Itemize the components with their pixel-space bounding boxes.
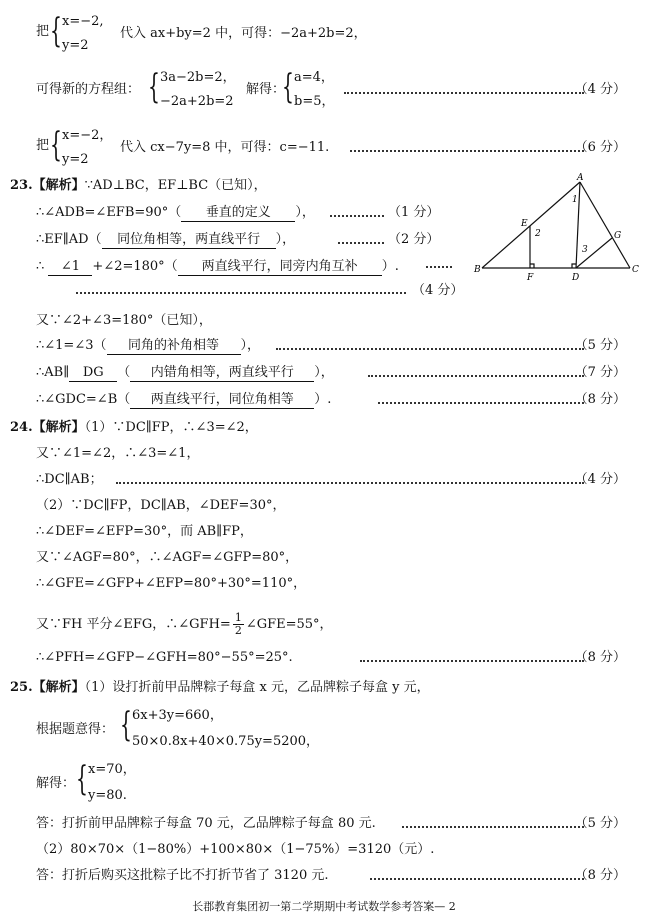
- right-angle-mark: [572, 264, 576, 268]
- fraction-denominator: 2: [234, 624, 242, 637]
- score: （5 分）: [574, 816, 626, 831]
- answer-blank: 两直线平行，同位角相等: [130, 392, 314, 409]
- system-eq2: −2a+2b=2: [160, 94, 234, 109]
- top-line2-prefix: 可得新的方程组：: [36, 82, 141, 97]
- top-line1-text: 代入 ax+by=2 中，可得：−2a+2b=2，: [120, 26, 367, 41]
- fraction: [233, 612, 244, 637]
- text: ），: [314, 365, 334, 380]
- top-line3-text: 代入 cx−7y=8 中，可得：c=−11.: [120, 140, 330, 155]
- text: （: [117, 365, 131, 380]
- dot-leader: [276, 348, 584, 350]
- score: （6 分）: [574, 140, 626, 155]
- q24-line4: （2）∵DC∥FP，DC∥AB，∠DEF=30°，: [36, 498, 286, 513]
- label-d: D: [572, 273, 580, 282]
- solve-label: 解得：: [246, 82, 286, 97]
- dot-leader: [370, 878, 584, 880]
- text: ∴AB∥: [36, 365, 70, 380]
- q23-line7: [36, 365, 334, 382]
- system-eq2: y=2: [62, 38, 89, 53]
- score: （4 分）: [574, 472, 626, 487]
- dot-leader: [338, 242, 384, 244]
- q25-line3-prefix: 解得：: [36, 776, 76, 791]
- brace: {: [148, 67, 160, 107]
- score: （2 分）: [388, 232, 440, 247]
- answer-blank: 同角的补角相等: [107, 338, 241, 355]
- segment-ab: [482, 182, 580, 268]
- score: （1 分）: [388, 205, 440, 220]
- score: （8 分）: [574, 650, 626, 665]
- text: ）.: [314, 392, 332, 407]
- q24-line6: 又∵∠AGF=80°，∴∠AGF=∠GFP=80°，: [36, 550, 299, 565]
- answer-blank: 垂直的定义: [181, 205, 295, 222]
- q25-line2-prefix: 根据题意得：: [36, 722, 115, 737]
- angle-2: 2: [535, 229, 541, 239]
- dot-leader: [360, 660, 584, 662]
- q25-line5: （2）80×70×（1−80%）+100×80×（1−75%）=3120（元）.: [36, 842, 435, 857]
- score: （4 分）: [412, 283, 464, 298]
- system-eq1: x=−2，: [62, 128, 113, 143]
- text: ∠GFE=55°，: [245, 617, 333, 632]
- q23-line2: [36, 205, 315, 222]
- text: ），: [295, 205, 315, 220]
- q23-line6: [36, 338, 260, 355]
- dot-leader: [344, 92, 584, 94]
- solution-eq2: b=5，: [294, 94, 335, 109]
- dot-leader: [426, 266, 452, 268]
- fraction-numerator: 1: [234, 611, 242, 624]
- system-eq1: x=−2,: [62, 14, 104, 29]
- dot-leader: [368, 375, 584, 377]
- solution-eq2: y=80.: [88, 788, 127, 803]
- question-number: 25.: [10, 680, 33, 695]
- label-f: F: [527, 273, 534, 282]
- score: （7 分）: [574, 365, 626, 380]
- q24-line3: ∴DC∥AB；: [36, 472, 103, 487]
- q24-header: [10, 420, 258, 436]
- text: ），: [275, 232, 296, 247]
- angle-3: 3: [582, 245, 588, 255]
- analysis-tag: 【解析】: [32, 420, 85, 435]
- label-b: B: [474, 265, 481, 275]
- dot-leader: [402, 826, 584, 828]
- text: ∴: [36, 259, 45, 274]
- text: ），: [240, 338, 261, 353]
- q24-line5: ∴∠DEF=∠EFP=30°，而 AB∥FP，: [36, 524, 253, 539]
- answer-blank: 内错角相等，两直线平行: [130, 365, 314, 382]
- q23-line5: 又∵∠2+∠3=180°（已知），: [36, 313, 212, 328]
- score: （5 分）: [574, 338, 626, 353]
- brace: {: [50, 11, 62, 51]
- text: 又∵FH 平分∠EFG，∴∠GFH=: [36, 617, 231, 632]
- q25-line1: （1）设打折前甲品牌粽子每盒 x 元，乙品牌粽子每盒 y 元，: [84, 680, 430, 695]
- score: （8 分）: [574, 392, 626, 407]
- q23-line3: [36, 232, 295, 249]
- brace: {: [76, 759, 88, 799]
- text: ∴∠GDC=∠B（: [36, 392, 131, 407]
- system-eq1: 3a−2b=2，: [160, 70, 236, 85]
- dot-leader: [330, 215, 384, 217]
- brace: {: [282, 67, 294, 107]
- dot-leader: [378, 402, 584, 404]
- label-a: A: [577, 173, 584, 183]
- page-footer: 长郡教育集团初一第二学期期中考试数学参考答案— 2: [192, 900, 456, 913]
- text: +∠2=180°（: [92, 259, 178, 274]
- question-number: 23.: [10, 178, 33, 193]
- dot-leader: [116, 482, 584, 484]
- score: （4 分）: [574, 82, 626, 97]
- brace: {: [120, 705, 132, 745]
- system-eq2: y=2: [62, 152, 89, 167]
- analysis-tag: 【解析】: [32, 680, 85, 695]
- q25-line4: 答：打折前甲品牌粽子每盒 70 元，乙品牌粽子每盒 80 元.: [36, 816, 376, 831]
- score: （8 分）: [574, 868, 626, 883]
- answer-blank: ∠1: [48, 259, 92, 276]
- analysis-tag: 【解析】: [32, 178, 85, 193]
- solution-eq1: x=70，: [88, 762, 136, 777]
- question-number: 24.: [10, 420, 33, 435]
- q24-line2: 又∵∠1=∠2，∴∠3=∠1，: [36, 446, 200, 461]
- top-line3-prefix: 把: [36, 138, 50, 153]
- label-g: G: [614, 231, 622, 241]
- q23-line8: [36, 392, 331, 409]
- answer-blank: 同位角相等，两直线平行: [102, 232, 276, 249]
- q23-header: [10, 178, 267, 194]
- label-c: C: [632, 265, 639, 275]
- q24-line7: ∴∠GFE=∠GFP+∠EFP=80°+30°=110°，: [36, 576, 307, 591]
- system-eq2: 50×0.8x+40×0.75y=5200，: [132, 734, 320, 749]
- label-e: E: [521, 219, 528, 229]
- solution-eq1: a=4，: [294, 70, 334, 85]
- q24-line9: ∴∠PFH=∠GFP−∠GFH=80°−55°=25°.: [36, 650, 293, 665]
- text: ）.: [381, 259, 399, 274]
- brace: {: [50, 125, 62, 165]
- q25-header: [10, 680, 430, 696]
- dot-leader: [350, 150, 584, 152]
- q24-line8: [36, 612, 333, 637]
- text: ∴∠1=∠3（: [36, 338, 107, 353]
- answer-blank: 两直线平行，同旁内角互补: [178, 259, 382, 276]
- angle-1: 1: [572, 195, 578, 205]
- system-eq1: 6x+3y=660，: [132, 708, 223, 723]
- q25-line6: 答：打折后购买这批粽子比不打折节省了 3120 元.: [36, 868, 329, 883]
- segment-ac: [580, 182, 630, 268]
- q24-line1: （1）∵DC∥FP，∴∠3=∠2，: [84, 420, 258, 435]
- text: ∴EF∥AD（: [36, 232, 102, 247]
- q23-line4: [36, 259, 399, 276]
- q23-line1: ∵AD⊥BC，EF⊥BC（已知），: [84, 178, 267, 193]
- answer-blank: DG: [69, 365, 117, 382]
- geometry-figure: [472, 172, 642, 282]
- text: ∴∠ADB=∠EFB=90°（: [36, 205, 182, 220]
- dot-leader: [76, 292, 406, 294]
- top-line1-prefix: 把: [36, 24, 50, 39]
